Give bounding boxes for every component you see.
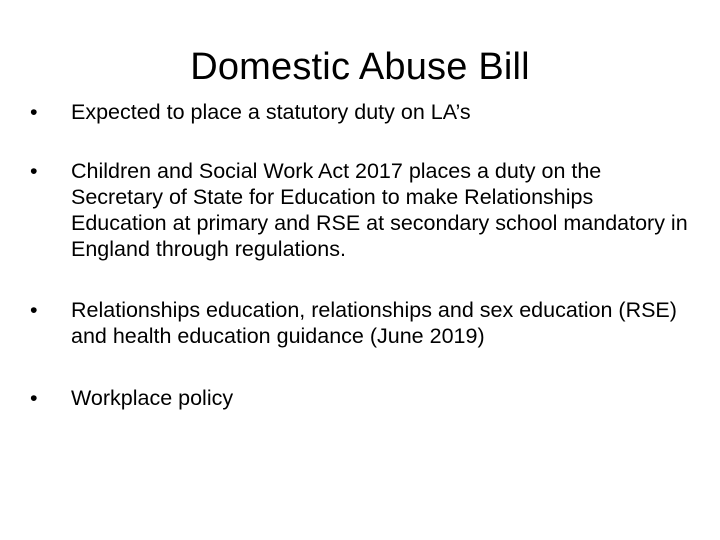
bullet-text: Workplace policy	[71, 386, 234, 410]
bullet-item	[30, 158, 690, 262]
bullet-text: Expected to place a statutory duty on LA’s	[71, 100, 471, 124]
bullet-dot-icon: •	[30, 100, 38, 124]
bullet-item	[30, 99, 690, 125]
bullet-dot-icon: •	[30, 159, 38, 183]
bullet-dot-icon: •	[30, 386, 38, 410]
slide-title: Domestic Abuse Bill	[190, 46, 530, 88]
bullet-list	[30, 96, 690, 411]
bullet-text: Children and Social Work Act 2017 places a duty on the Secretary of State for Education to make Relationships Education at primary and RSE at secondary school mandatory in England through regulations.	[71, 159, 688, 261]
bullet-text: Relationships education, relationships and sex education (RSE) and health education guidance (June 2019)	[71, 298, 677, 348]
bullet-item	[30, 385, 690, 411]
bullet-item	[30, 297, 690, 349]
bullet-dot-icon: •	[30, 298, 38, 322]
